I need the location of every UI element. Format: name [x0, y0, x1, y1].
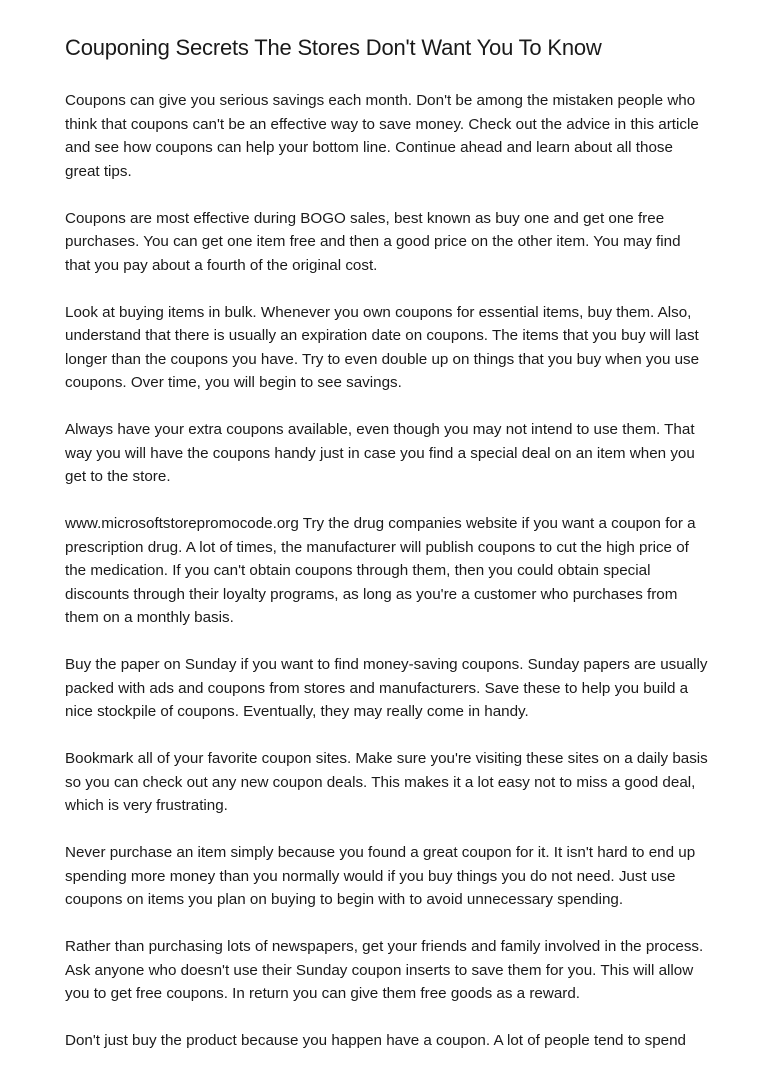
paragraph-bogo: Coupons are most effective during BOGO sales, best known as buy one and get one free purchases. You can get one item free and then a good price on the other item. You may find that you pay about a fourth of the original cost. [65, 209, 681, 274]
page-title: Couponing Secrets The Stores Don't Want You To Know [65, 35, 602, 60]
paragraph-never-purchase: Never purchase an item simply because you found a great coupon for it. It isn't hard to end up spending more money than you normally would if you buy things you do not need. Just use coupons on items you plan on buying to begin with to avoid unnecessary spending. [65, 844, 696, 908]
paragraph-extra-coupons: Always have your extra coupons available, even though you may not intend to use them. That way you will have the coupons handy just in case you find a special deal on an item when you get to the store. [65, 421, 695, 485]
paragraph-dont-just-buy: Don't just buy the product because you happen have a coupon. A lot of people tend to spend [65, 1032, 686, 1049]
paragraph-drug-companies: www.microsoftstorepromocode.org Try the drug companies website if you want a coupon for a prescription drug. A lot of times, the manufacturer will publish coupons to cut the high price of the medication. If you can't obtain coupons through them, then you could obtain special discounts through their loyalty programs, as long as you're a customer who purchases from them on a monthly basis. [65, 515, 696, 626]
paragraph-intro: Coupons can give you serious savings each month. Don't be among the mistaken people who think that coupons can't be an effective way to save money. Check out the advice in this article and see how coupons can help your bottom line. Continue ahead and learn about all those great tips. [65, 92, 699, 180]
paragraph-bookmark: Bookmark all of your favorite coupon sites. Make sure you're visiting these sites on a daily basis so you can check out any new coupon deals. This makes it a lot easy not to miss a good deal, which is very frustrating. [65, 750, 708, 814]
paragraph-sunday-paper: Buy the paper on Sunday if you want to find money-saving coupons. Sunday papers are usually packed with ads and coupons from stores and manufacturers. Save these to help you build a nice stockpile of coupons. Eventually, they may really come in handy. [65, 656, 708, 720]
paragraph-newspapers: Rather than purchasing lots of newspapers, get your friends and family involved in the process. Ask anyone who doesn't use their Sunday coupon inserts to save them for you. This will allow you to get free coupons. In return you can give them free goods as a reward. [65, 938, 704, 1002]
paragraph-bulk: Look at buying items in bulk. Whenever you own coupons for essential items, buy them. Also, understand that there is usually an expiration date on coupons. The items that you buy will last longer than the coupons you have. Try to even double up on things that you buy when you use coupons. Over time, you will begin to see savings. [65, 303, 700, 391]
